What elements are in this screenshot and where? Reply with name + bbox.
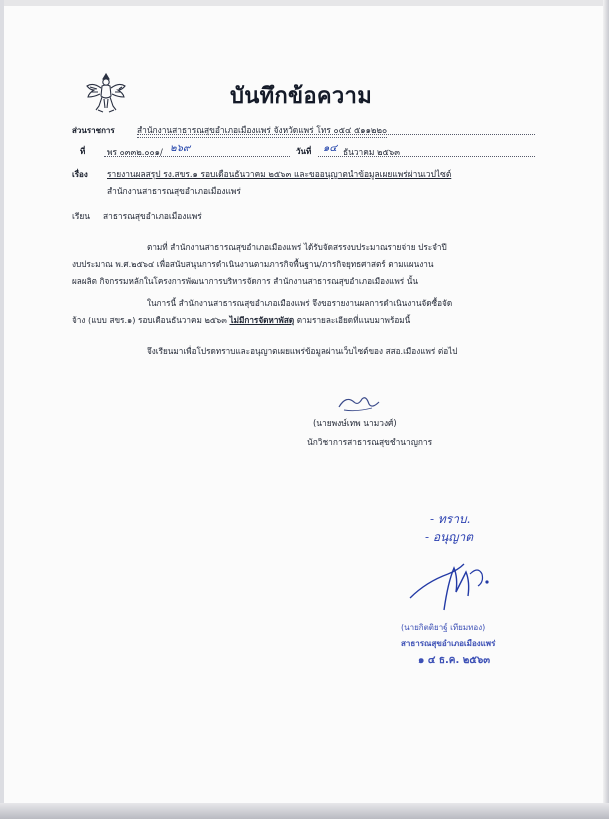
paragraph-2-line-2 (72, 314, 410, 327)
memo-title: บันทึกข้อความ (230, 84, 373, 109)
date-label: วันที่ (296, 147, 312, 156)
paragraph-2-text-a: จ้าง (แบบ สขร.๑) รอบเดือนธันวาคม ๒๕๖๓ (72, 315, 230, 325)
paragraph-2-line-1: ในการนี้ สำนักงานสาธารณสุขอำเภอเมืองแพร่ จึงขอรายงานผลการดำเนินงานจัดซื้อจัด (147, 298, 453, 308)
stamp-date: ๑ ๔ ธ.ค. ๒๕๖๓ (418, 655, 491, 666)
ref-value: พร ๐๓๓๒.๐๐๑/ (107, 147, 163, 157)
agency-label: ส่วนราชการ (72, 126, 115, 135)
no-procurement-emphasis: ไม่มีการจัดหาพัสดุ (229, 315, 295, 325)
signer-name: (นายพงษ์เทพ นามวงศ์) (313, 418, 397, 428)
signer-position: นักวิชาการสาธารณสุขชำนาญการ (307, 437, 433, 447)
paragraph-1-line-3: ผลผลิต กิจกรรมหลักในโครงการพัฒนาการบริหารจัดการ สำนักงานสาธารณสุขอำเภอเมืองแพร่ นั้น (72, 276, 418, 286)
subject-label: เรื่อง (72, 170, 88, 179)
stamp-approver-title: สาธารณสุขอำเภอเมืองแพร่ (401, 639, 496, 648)
date-underline (318, 156, 535, 157)
ref-label: ที่ (80, 147, 86, 156)
approval-note-line-2: - อนุญาต (425, 530, 474, 544)
scan-edge-right (603, 0, 609, 819)
scan-edge-left (0, 0, 4, 819)
agency-value: สำนักงานสาธารณสุขอำเภอเมืองแพร่ จังหวัดแพร่ โทร ๐๕๔ ๕๑๑๒๒๐ (137, 123, 387, 138)
scan-edge-bottom (0, 803, 609, 819)
ref-number-handwritten: ๒๖๙ (170, 143, 191, 154)
salutation-value: สาธารณสุขอำเภอเมืองแพร่ (103, 211, 202, 221)
paragraph-1-line-1: ตามที่ สำนักงานสาธารณสุขอำเภอเมืองแพร่ ได้รับจัดสรรงบประมาณรายจ่าย ประจำปี (147, 242, 447, 252)
stamp-approver-name: (นายกิตติยาฐ์ เทียมทอง) (401, 623, 486, 632)
ref-underline (104, 156, 290, 157)
approver-signature-icon (404, 552, 496, 616)
scan-edge-top (0, 0, 609, 6)
date-day-handwritten: ๑๔ (323, 143, 337, 154)
signer-signature-icon (336, 393, 382, 415)
garuda-emblem-icon (84, 70, 128, 116)
paragraph-1-line-2: งบประมาณ พ.ศ.๒๕๖๔ เพื่อสนับสนุนการดำเนินงานตามภารกิจพื้นฐาน/ภารกิจยุทธศาสตร์ ตามแผนงาน (72, 259, 434, 269)
approval-note-line-1: - ทราบ. (430, 512, 471, 526)
subject-line-1: รายงานผลสรุป รง.สขร.๑ รอบเดือนธันวาคม ๒๕๖๓ และขออนุญาตนำข้อมูลเผยแพร่ผ่านเวปไซต์ (107, 169, 452, 179)
date-value: ธันวาคม ๒๕๖๓ (343, 147, 400, 157)
subject-line-2: สำนักงานสาธารณสุขอำเภอเมืองแพร่ (107, 186, 241, 196)
salutation-label: เรียน (72, 211, 90, 221)
paragraph-2-text-c: ตามรายละเอียดที่แนบมาพร้อมนี้ (294, 315, 411, 325)
agency-underline (137, 134, 535, 135)
paragraph-3: จึงเรียนมาเพื่อโปรดทราบและอนุญาตเผยแพร่ข้อมูลผ่านเว็บไซต์ของ สสอ.เมืองแพร่ ต่อไป (147, 346, 458, 356)
